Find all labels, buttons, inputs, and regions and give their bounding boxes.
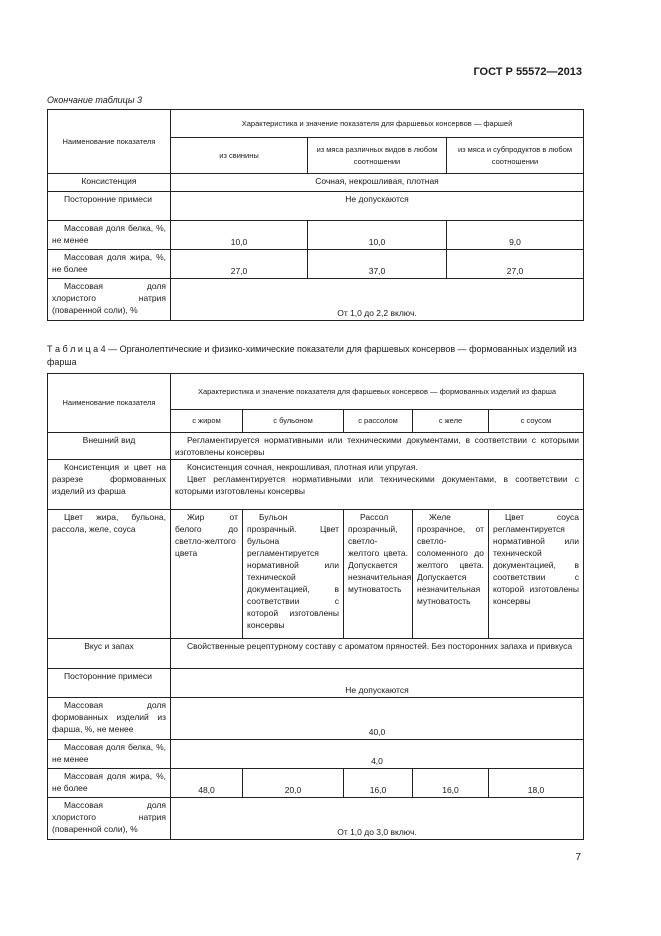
- table4-row-name: Вкус и запах: [48, 639, 171, 669]
- table3-cell: 27,0: [447, 250, 584, 279]
- table4-row-value: Не допускаются: [171, 669, 584, 698]
- table4-row-name: Массовая доля белка, %, не менее: [48, 740, 171, 769]
- table4-row-value: [171, 460, 584, 510]
- table4-row-name: Массовая доля жира, %, не более: [48, 769, 171, 798]
- table4-cell: Бульон прозрачный. Цвет бульона регламентируется нормативной или технической документацией, в соответствии с которой изготовлены консервы: [243, 510, 344, 639]
- table4-cell: 16,0: [413, 769, 489, 798]
- table4-row-value: 40,0: [171, 698, 584, 740]
- table4-head-group: Характеристика и значение показателя для фаршевых консервов — формованных изделий из фарша: [171, 374, 584, 410]
- table4-row-name: Консистенция и цвет на разрезе формованных изделий из фарша: [48, 460, 171, 510]
- table4-caption: Т а б л и ц а 4 — Органолептические и физико-химические показатели для фаршевых консервов — формованных изделий из фарша: [47, 344, 577, 367]
- table3-row-value: От 1,0 до 2,2 включ.: [171, 279, 584, 321]
- table4-row-name: Внешний вид: [48, 433, 171, 460]
- table4-cell: 48,0: [171, 769, 243, 798]
- table3-row-name: Массовая доля хлористого натрия (поваренной соли), %: [48, 279, 171, 321]
- table3: [47, 109, 584, 321]
- table4-cell: 18,0: [489, 769, 584, 798]
- table4-row-name: Массовая доля формованных изделий из фарша, %, не менее: [48, 698, 171, 740]
- table3-head-group: Характеристика и значение показателя для фаршевых консервов — фаршей: [171, 110, 584, 138]
- table4-row-value: 4,0: [171, 740, 584, 769]
- color-cut-text: Цвет регламентируется нормативными или техническими документами, в соответствии с которыми изготовлены консервы: [175, 474, 579, 496]
- table4-head-col: с жиром: [171, 410, 243, 433]
- table3-cell: 27,0: [171, 250, 308, 279]
- standard-header: ГОСТ Р 55572—2013: [473, 66, 582, 78]
- table3-head-indicator: Наименование показателя: [48, 110, 171, 174]
- table4-head-col: с рассолом: [344, 410, 413, 433]
- table4-row-value: Свойственные рецептурному составу с ароматом пряностей. Без посторонних запаха и привкуса: [171, 639, 584, 669]
- table4-head-col: с соусом: [489, 410, 584, 433]
- table4-head-indicator: Наименование показателя: [48, 374, 171, 433]
- table4-head-col: с желе: [413, 410, 489, 433]
- table4-cell: 20,0: [243, 769, 344, 798]
- table4: [47, 373, 584, 840]
- consistency-text: Консистенция сочная, некрошливая, плотная или упругая.: [187, 462, 418, 472]
- table4-cell: Желе прозрачное, от светло-соломенного до желтого цвета. Допускается незначительная мутноватость: [413, 510, 489, 639]
- table4-cell: 16,0: [344, 769, 413, 798]
- table3-head-col: из мяса различных видов в любом соотношении: [308, 138, 447, 174]
- table4-row-name: Массовая доля хлористого натрия (поваренной соли), %: [48, 798, 171, 840]
- table4-row-name: Посторонние примеси: [48, 669, 171, 698]
- table4-row-value: От 1,0 до 3,0 включ.: [171, 798, 584, 840]
- table3-head-col: из свинины: [171, 138, 308, 174]
- table4-row-value: Регламентируется нормативными или техническими документами, в соответствии с которыми изготовлены консервы: [171, 433, 584, 460]
- table3-cell: 37,0: [308, 250, 447, 279]
- table3-row-name: Консистенция: [48, 174, 171, 192]
- table4-cell: Жир от белого до светло-желтого цвета: [171, 510, 243, 639]
- table4-cell: Рассол прозрачный, светло-желтого цвета. Допускается незначительная мутноватость: [344, 510, 413, 639]
- table3-row-name: Массовая доля жира, %, не более: [48, 250, 171, 279]
- table3-cell: 10,0: [308, 221, 447, 250]
- table3-row-name: Массовая доля белка, %, не менее: [48, 221, 171, 250]
- table4-cell: Цвет соуса регламентируется нормативной или технической документацией, в соответствии с которой изготовлены консервы: [489, 510, 584, 639]
- table3-head-col: из мяса и субпродуктов в любом соотношении: [447, 138, 584, 174]
- table3-caption: Окончание таблицы 3: [47, 95, 142, 105]
- table4-row-name: Цвет жира, бульона, рассола, желе, соуса: [48, 510, 171, 639]
- table3-row-name: Посторонние примеси: [48, 192, 171, 221]
- page-number: 7: [575, 852, 581, 863]
- table3-row-value: Не допускаются: [171, 192, 584, 221]
- table4-head-col: с бульоном: [243, 410, 344, 433]
- table3-cell: 10,0: [171, 221, 308, 250]
- table3-cell: 9,0: [447, 221, 584, 250]
- table3-row-value: Сочная, некрошливая, плотная: [171, 174, 584, 192]
